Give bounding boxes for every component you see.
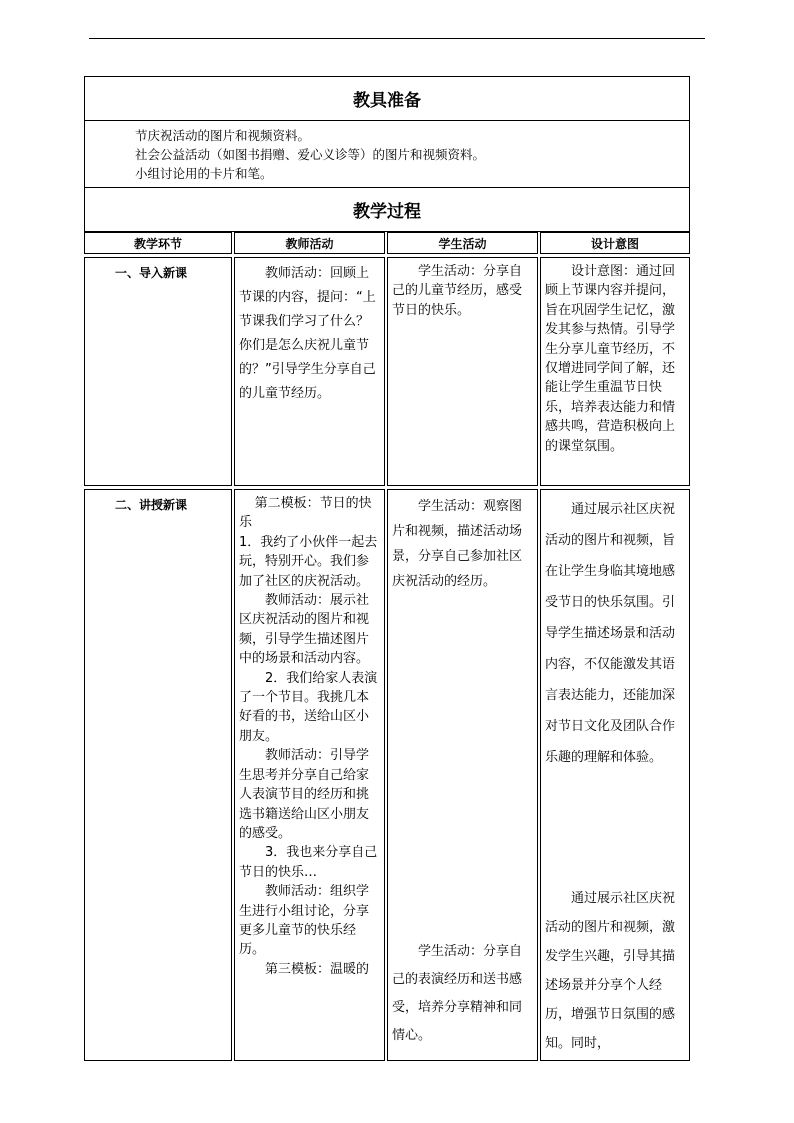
materials-item: 小组讨论用的卡片和笔。 <box>135 166 273 181</box>
table-header-row <box>85 233 690 254</box>
stage-cell: 一、导入新课 <box>85 258 232 486</box>
cell-text: 通过展示社区庆祝活动的图片和视频，激发学生兴趣，引导其描述场景并分享个人经历，增强节日氛围的感知。同时， <box>545 891 676 1051</box>
cell-text: 学生活动：分享自己的表演经历和送书感受，培养分享精神和同情心。 <box>392 944 523 1043</box>
student-activity-cell <box>388 490 538 1061</box>
cell-text: 2．我们给家人表演了一个节目。我挑几本好看的书，送给山区小朋友。 <box>239 670 378 744</box>
column-header: 教师活动 <box>235 233 385 254</box>
page-header-rule <box>89 38 705 39</box>
cell-text: 教师活动：回顾上节课的内容，提问：“上节课我们学习了什么？你们是怎么庆祝儿童节的？”引导学生分享自己的儿童节经历。 <box>239 266 376 401</box>
materials-list <box>85 121 689 183</box>
cell-text: 1．我约了小伙伴一起去玩，特别开心。我们参加了社区的庆祝活动。 <box>239 534 378 589</box>
design-intent-cell <box>541 490 690 1061</box>
stage-cell: 二、讲授新课 <box>85 490 232 1061</box>
cell-text: 教师活动：展示社区庆祝活动的图片和视频，引导学生描述图片中的场景和活动内容。 <box>239 593 370 667</box>
cell-text: 教师活动：组织学生进行小组讨论，分享更多儿童节的快乐经历。 <box>239 884 370 958</box>
teaching-process-table <box>84 232 690 1061</box>
materials-item: 节庆祝活动的图片和视频资料。 <box>135 128 311 143</box>
table-row <box>85 258 690 486</box>
teaching-process-title: 教学过程 <box>84 188 690 232</box>
table-row <box>85 490 690 1061</box>
cell-text: 学生活动：分享自己的儿童节经历，感受节日的快乐。 <box>392 264 523 318</box>
teacher-activity-cell <box>235 258 385 486</box>
cell-text: 学生活动：观察图片和视频，描述活动场景，分享自己参加社区庆祝活动的经历。 <box>392 499 523 589</box>
cell-text: 设计意图：通过回顾上节课内容并提问，旨在巩固学生记忆，激发其参与热情。引导学生分享儿童节经历，不仅增进同学间了解，还能让学生重温节日快乐，培养表达能力和情感共鸣，营造积极向上的课堂氛围。 <box>545 264 676 454</box>
column-header: 学生活动 <box>388 233 538 254</box>
materials-item: 社会公益活动（如图书捐赠、爱心义诊等）的图片和视频资料。 <box>135 147 486 162</box>
column-header: 教学环节 <box>85 233 232 254</box>
student-activity-cell <box>388 258 538 486</box>
cell-text: 3．我也来分享自己节日的快乐… <box>239 845 378 880</box>
teaching-materials-section <box>84 76 690 188</box>
cell-text: 第三模板：温暖的 <box>265 961 370 977</box>
teacher-activity-cell <box>235 490 385 1061</box>
column-header: 设计意图 <box>541 233 690 254</box>
section-title: 教具准备 <box>85 77 689 121</box>
cell-text: 通过展示社区庆祝活动的图片和视频，旨在让学生身临其境地感受节日的快乐氛围。引导学生描述场景和活动内容，不仅能激发其语言表达能力，还能加深对节日文化及团队合作乐趣的理解和体验。 <box>545 502 676 765</box>
cell-text: 第二模板：节日的快乐 <box>239 496 372 531</box>
design-intent-cell <box>541 258 690 486</box>
cell-text: 教师活动：引导学生思考并分享自己给家人表演节目的经历和挑选书籍送给山区小朋友的感受。 <box>239 748 370 841</box>
